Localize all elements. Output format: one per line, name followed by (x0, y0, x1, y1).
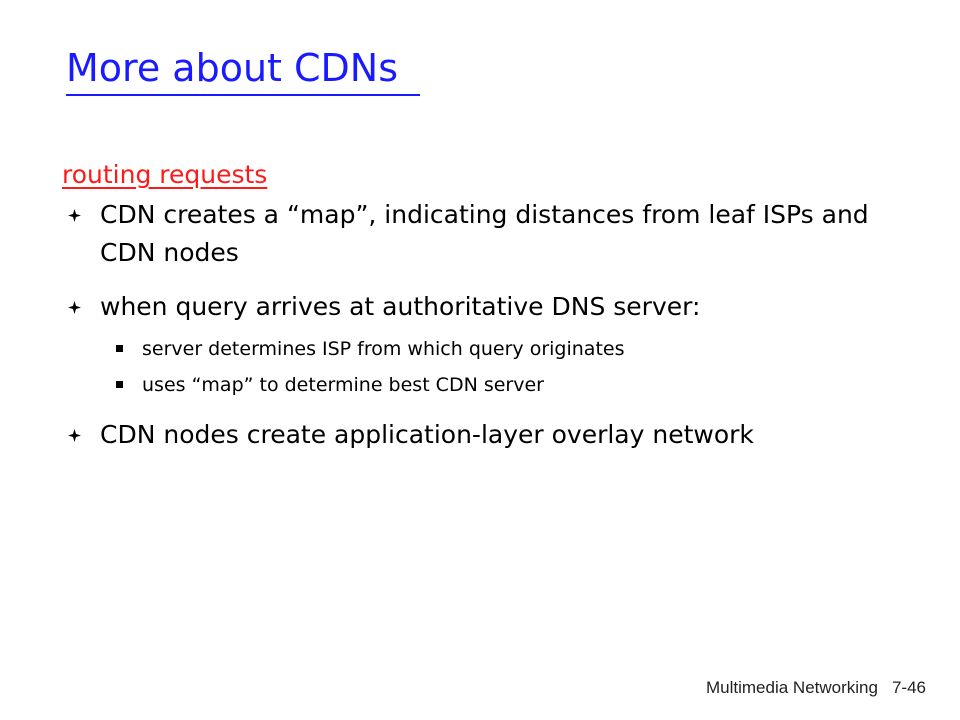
section-heading: routing requests (62, 160, 268, 189)
footer-page-number: 7-46 (891, 678, 926, 697)
bullet-text: when query arrives at authoritative DNS server: (100, 292, 701, 321)
slide-footer (706, 678, 926, 698)
bullet-text: CDN nodes create application-layer overlay network (100, 420, 754, 449)
bullet-item (68, 416, 928, 454)
sub-bullet-text: server determines ISP from which query originates (142, 338, 625, 360)
sub-bullet-item (116, 372, 916, 398)
slide-title: More about CDNs (66, 46, 399, 90)
slide-title-wrap (66, 44, 398, 92)
sub-bullet-item (116, 336, 916, 362)
bullet-item (68, 196, 928, 272)
square-bullet-icon (116, 345, 123, 352)
sub-bullet-text: uses “map” to determine best CDN server (142, 374, 544, 396)
diamond-star-bullet-icon (68, 209, 81, 222)
bullet-text: CDN creates a “map”, indicating distances from leaf ISPs and CDN nodes (100, 200, 869, 267)
square-bullet-icon (116, 381, 123, 388)
footer-chapter: Multimedia Networking (706, 678, 878, 697)
bullet-item (68, 288, 928, 326)
diamond-star-bullet-icon (68, 301, 81, 314)
diamond-star-bullet-icon (68, 429, 81, 442)
title-underline (66, 94, 420, 96)
